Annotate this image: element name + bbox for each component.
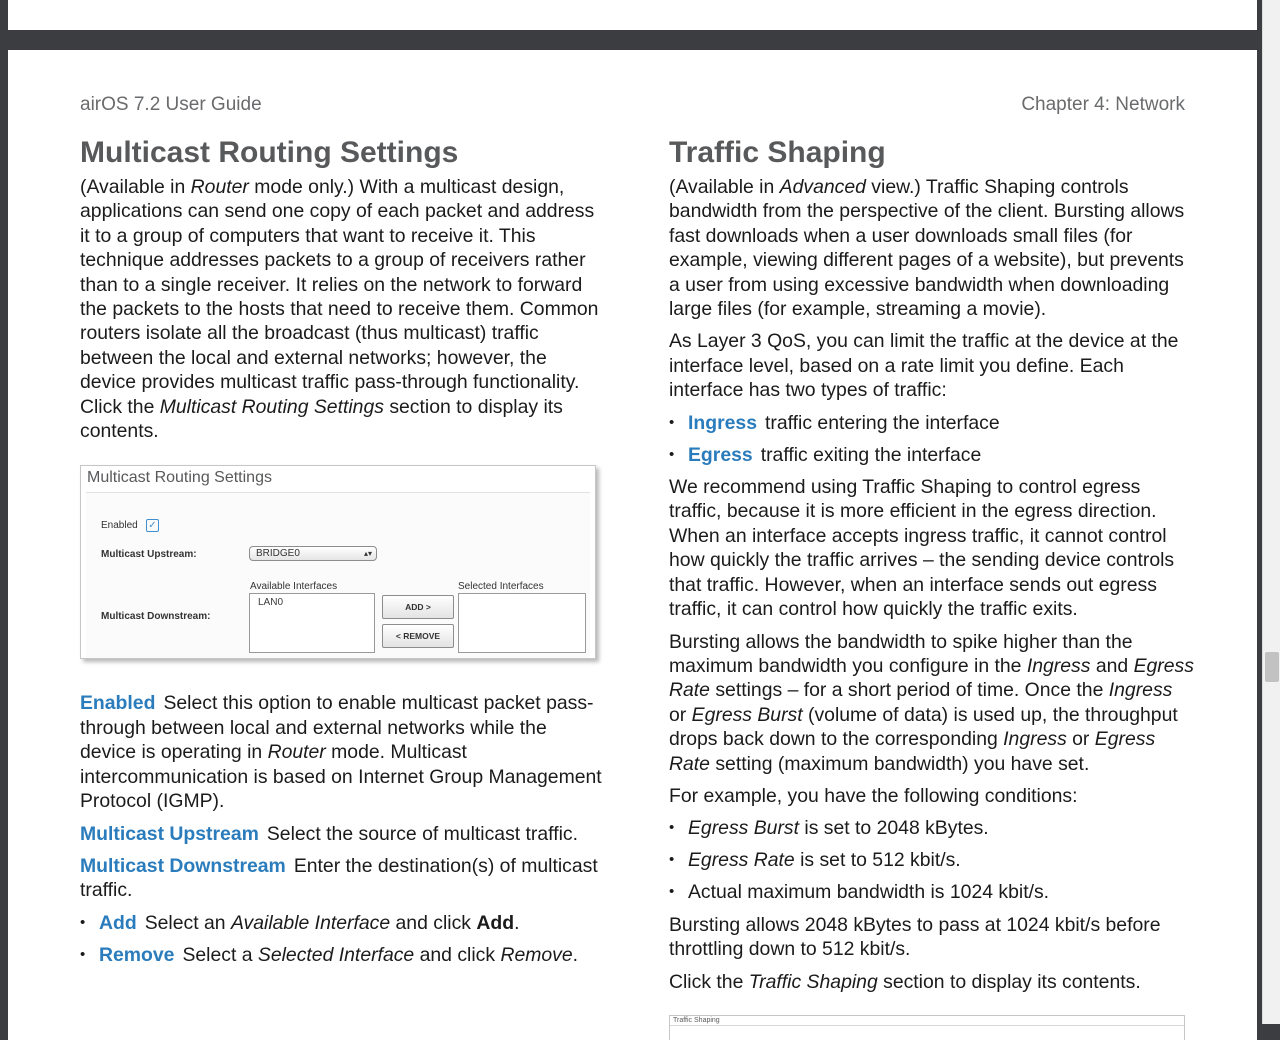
vertical-scrollbar[interactable]	[1262, 0, 1280, 1024]
downstream-label: Multicast Downstream:	[101, 611, 211, 623]
figure2-divider	[670, 1025, 1184, 1026]
recommend-paragraph: We recommend using Traffic Shaping to control egress traffic, because it is more efficient in the egress direction. When an interface accepts ingress traffic, it cannot control how quickly the traffic arrives – the sending device controls that traffic. However, when an interface sends out egress traffic, it can control how quickly the traffic exits.	[669, 476, 1175, 621]
figure2-title: Traffic Shaping	[673, 1017, 720, 1024]
term-egress: Egress	[688, 443, 753, 466]
list-item-remove: • Remove Select a Selected Interface and click Remove.	[80, 943, 605, 967]
available-interfaces-list[interactable]	[249, 593, 375, 653]
figure-panel	[86, 492, 590, 658]
conditions-list	[669, 816, 1194, 904]
interface-item-lan0[interactable]: LAN0	[258, 597, 284, 609]
traffic-types-list	[669, 411, 1194, 467]
upstream-label: Multicast Upstream:	[101, 549, 197, 561]
list-item-ingress: • Ingress traffic entering the interface	[669, 411, 1194, 435]
list-item-max-bandwidth: • Actual maximum bandwidth is 1024 kbit/s.	[669, 880, 1194, 904]
list-item-egress: • Egress traffic exiting the interface	[669, 443, 1194, 467]
multicast-intro-paragraph: (Available in Router mode only.) With a multicast design, applications can send one copy of each packet and address it to a group of computers that want to receive it. This technique addresses packets to a group of receivers rather than to a single receiver. It relies on the network to forward the packets to the hosts that need to receive them. Common routers isolate all the broadcast (thus multicast) traffic between the local and external networks; however, the device provides multicast traffic pass-through functionality. Click the Multicast Routing Settings section to display its contents.	[80, 176, 599, 443]
term-multicast-downstream: Multicast Downstream	[80, 854, 286, 877]
term-multicast-upstream: Multicast Upstream	[80, 822, 259, 845]
list-item-egress-burst: • Egress Burst is set to 2048 kBytes.	[669, 816, 1194, 840]
term-enabled: Enabled	[80, 692, 156, 715]
document-page	[8, 50, 1257, 1040]
term-ingress: Ingress	[688, 411, 757, 434]
qos-paragraph: As Layer 3 QoS, you can limit the traffic at the device at the interface level, based on a rate limit you define. Each interface has two types of traffic:	[669, 330, 1179, 402]
multicast-settings-screenshot	[80, 465, 596, 659]
traffic-intro-paragraph: (Available in Advanced view.) Traffic Shaping controls bandwidth from the perspective of the client. Bursting allows fast downloads when a user downloads small files (for example, viewing different pages of a website), but prevents a user from using excessive bandwidth when downloading large files (for example, streaming a movie).	[669, 176, 1185, 321]
bursting-paragraph: Bursting allows the bandwidth to spike higher than the maximum bandwidth you configure in the Ingress and Egress Rate settings – for a short period of time. Once the Ingress or Egress Burst (volume of data) is used up, the throughput drops back down to the corresponding Ingress or Egress Rate setting (maximum bandwidth) you have set.	[669, 630, 1194, 775]
downstream-actions-list	[80, 911, 605, 967]
click-traffic-shaping-paragraph: Click the Traffic Shaping section to display its contents.	[669, 970, 1141, 993]
add-button[interactable]: ADD >	[382, 595, 454, 619]
remove-button[interactable]: < REMOVE	[382, 624, 454, 648]
available-interfaces-label: Available Interfaces	[250, 581, 338, 593]
list-item-egress-rate: • Egress Rate is set to 512 kbit/s.	[669, 848, 1194, 872]
enabled-label: Enabled	[101, 520, 138, 532]
list-item-add: • Add Select an Available Interface and click Add.	[80, 911, 605, 935]
running-header-left: airOS 7.2 User Guide	[80, 94, 262, 115]
previous-page-bottom	[8, 0, 1257, 30]
example-paragraph: For example, you have the following conditions:	[669, 784, 1078, 807]
running-header-right: Chapter 4: Network	[1021, 94, 1185, 115]
enabled-checkbox[interactable]: ✓	[146, 519, 159, 532]
select-arrow-icon: ▴▾	[363, 549, 372, 559]
section-title-traffic-shaping: Traffic Shaping	[669, 136, 886, 169]
enabled-description: Enabled Select this option to enable multicast packet pass-through between local and external networks while the device is operating in Router mode. Multicast intercommunication is based on Internet Group Management Protocol (IGMP).	[80, 692, 602, 813]
section-title-multicast: Multicast Routing Settings	[80, 136, 459, 169]
downstream-description: Multicast Downstream Enter the destination(s) of multicast traffic.	[80, 854, 598, 902]
left-column	[80, 136, 605, 975]
upstream-select[interactable]: BRIDGE0 ▴▾	[249, 546, 377, 561]
right-column	[669, 136, 1194, 1002]
term-remove: Remove	[99, 943, 175, 966]
term-add: Add	[99, 911, 137, 934]
upstream-description: Multicast Upstream Select the source of multicast traffic.	[80, 822, 578, 845]
selected-interfaces-list[interactable]	[458, 593, 586, 653]
figure-title: Multicast Routing Settings	[87, 469, 272, 487]
scrollbar-thumb[interactable]	[1265, 652, 1279, 682]
bursting-example-paragraph: Bursting allows 2048 kBytes to pass at 1024 kbit/s before throttling down to 512 kbit/s.	[669, 913, 1161, 961]
selected-interfaces-label: Selected Interfaces	[458, 581, 544, 593]
traffic-shaping-screenshot	[669, 1015, 1185, 1040]
